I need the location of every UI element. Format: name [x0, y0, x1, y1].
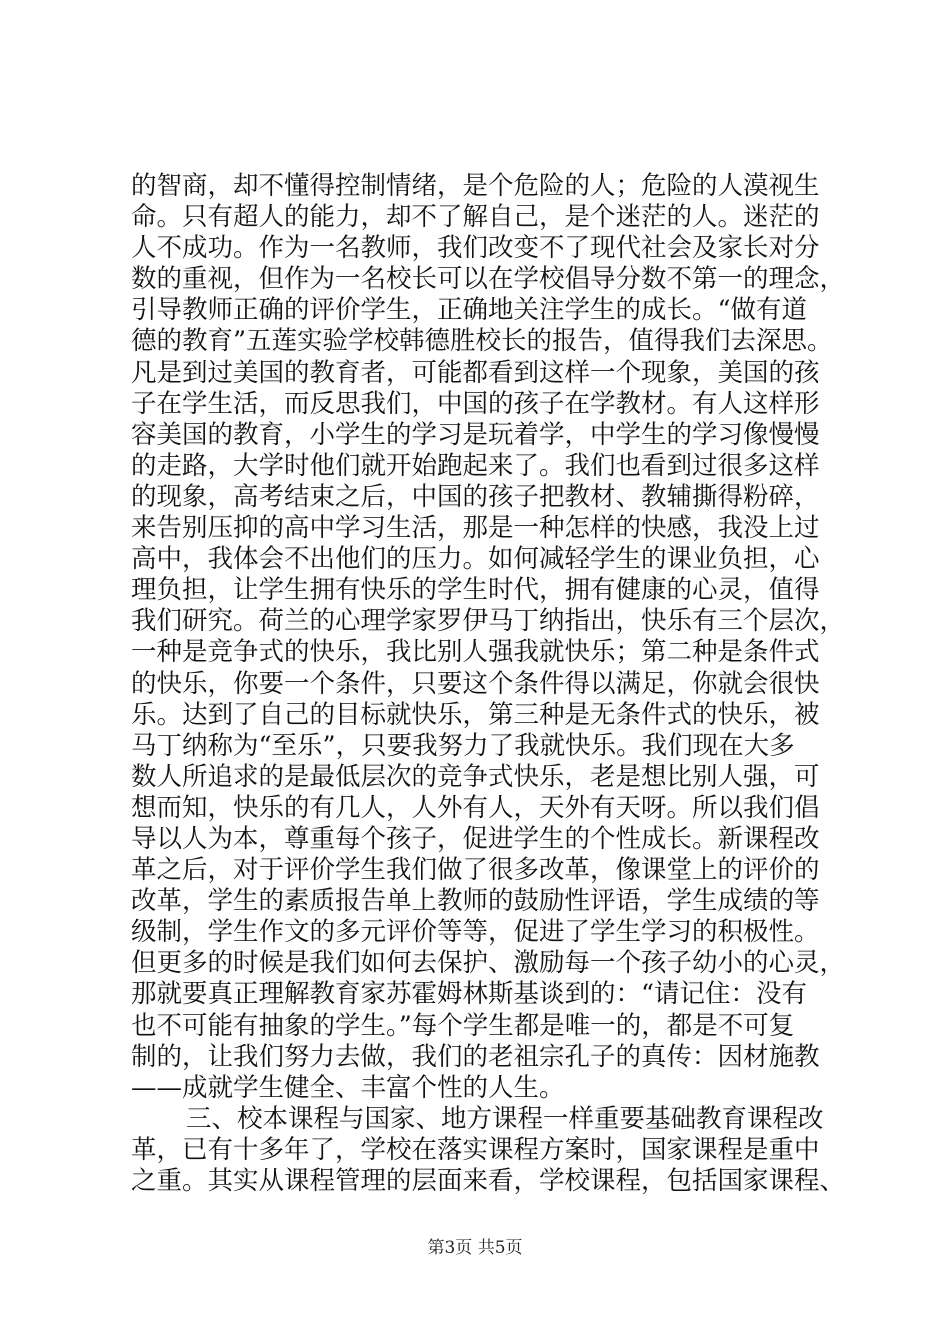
text-line: 的现象，高考结束之后，中国的孩子把教材、教辅撕得粉碎， — [131, 481, 820, 512]
text-line: 想而知，快乐的有几人，人外有人，天外有天呀。所以我们倡 — [131, 792, 820, 823]
text-line: 的快乐，你要一个条件，只要这个条件得以满足，你就会很快 — [131, 668, 820, 699]
text-line: 一种是竞争式的快乐，我比别人强我就快乐；第二种是条件式 — [131, 637, 820, 668]
text-line: 但更多的时候是我们如何去保护、激励每一个孩子幼小的心灵， — [131, 948, 846, 979]
text-line: 来告别压抑的高中学习生活，那是一种怎样的快感，我没上过 — [131, 513, 820, 544]
text-line: 革之后，对于评价学生我们做了很多改革，像课堂上的评价的 — [131, 855, 820, 886]
text-line: 制的，让我们努力去做，我们的老祖宗孔子的真传：因材施教 — [131, 1041, 820, 1072]
text-line: 数人所追求的是最低层次的竞争式快乐，老是想比别人强，可 — [131, 761, 820, 792]
text-line: 乐。达到了自己的目标就快乐，第三种是无条件式的快乐，被 — [131, 699, 820, 730]
text-line: 子在学生活，而反思我们，中国的孩子在学教材。有人这样形 — [131, 388, 820, 419]
text-line: 数的重视，但作为一名校长可以在学校倡导分数不第一的理念， — [131, 264, 846, 295]
text-line: 也不可能有抽象的学生。”每个学生都是唯一的，都是不可复 — [131, 1010, 795, 1041]
text-line: 马丁纳称为“至乐”，只要我努力了我就快乐。我们现在大多 — [131, 730, 795, 761]
text-line: 的智商，却不懂得控制情绪，是个危险的人；危险的人漠视生 — [131, 171, 820, 201]
text-line: 导以人为本，尊重每个孩子，促进学生的个性成长。新课程改 — [131, 823, 820, 854]
text-line: 凡是到过美国的教育者，可能都看到这样一个现象，美国的孩 — [131, 357, 820, 388]
text-line: 德的教育”五莲实验学校韩德胜校长的报告，值得我们去深思。 — [131, 326, 833, 357]
text-line: 人不成功。作为一名教师，我们改变不了现代社会及家长对分 — [131, 233, 820, 264]
text-line: 革，已有十多年了，学校在落实课程方案时，国家课程是重中 — [131, 1134, 820, 1165]
text-line: 理负担，让学生拥有快乐的学生时代，拥有健康的心灵，值得 — [131, 575, 820, 606]
text-line: 之重。其实从课程管理的层面来看，学校课程，包括国家课程、 — [131, 1166, 846, 1196]
body-text — [131, 171, 846, 1197]
text-line: 级制，学生作文的多元评价等等，促进了学生学习的积极性。 — [131, 917, 820, 948]
section-heading-line: 三、校本课程与国家、地方课程一样重要基础教育课程改 — [186, 1103, 824, 1134]
text-line: 命。只有超人的能力，却不了解自己，是个迷茫的人。迷茫的 — [131, 202, 820, 233]
text-line: 改革，学生的素质报告单上教师的鼓励性评语，学生成绩的等 — [131, 886, 820, 917]
text-line: 引导教师正确的评价学生，正确地关注学生的成长。“做有道 — [131, 295, 808, 326]
text-line: 容美国的教育，小学生的学习是玩着学，中学生的学习像慢慢 — [131, 419, 820, 450]
text-line: ——成就学生健全、丰富个性的人生。 — [131, 1072, 565, 1103]
text-line: 那就要真正理解教育家苏霍姆林斯基谈到的：“请记住：没有 — [131, 979, 808, 1010]
text-line: 高中，我体会不出他们的压力。如何减轻学生的课业负担，心 — [131, 544, 820, 575]
text-line: 的走路，大学时他们就开始跑起来了。我们也看到过很多这样 — [131, 450, 820, 481]
text-line: 我们研究。荷兰的心理学家罗伊马丁纳指出，快乐有三个层次， — [131, 606, 846, 637]
page-footer: 第3页 共5页 — [427, 1238, 523, 1258]
